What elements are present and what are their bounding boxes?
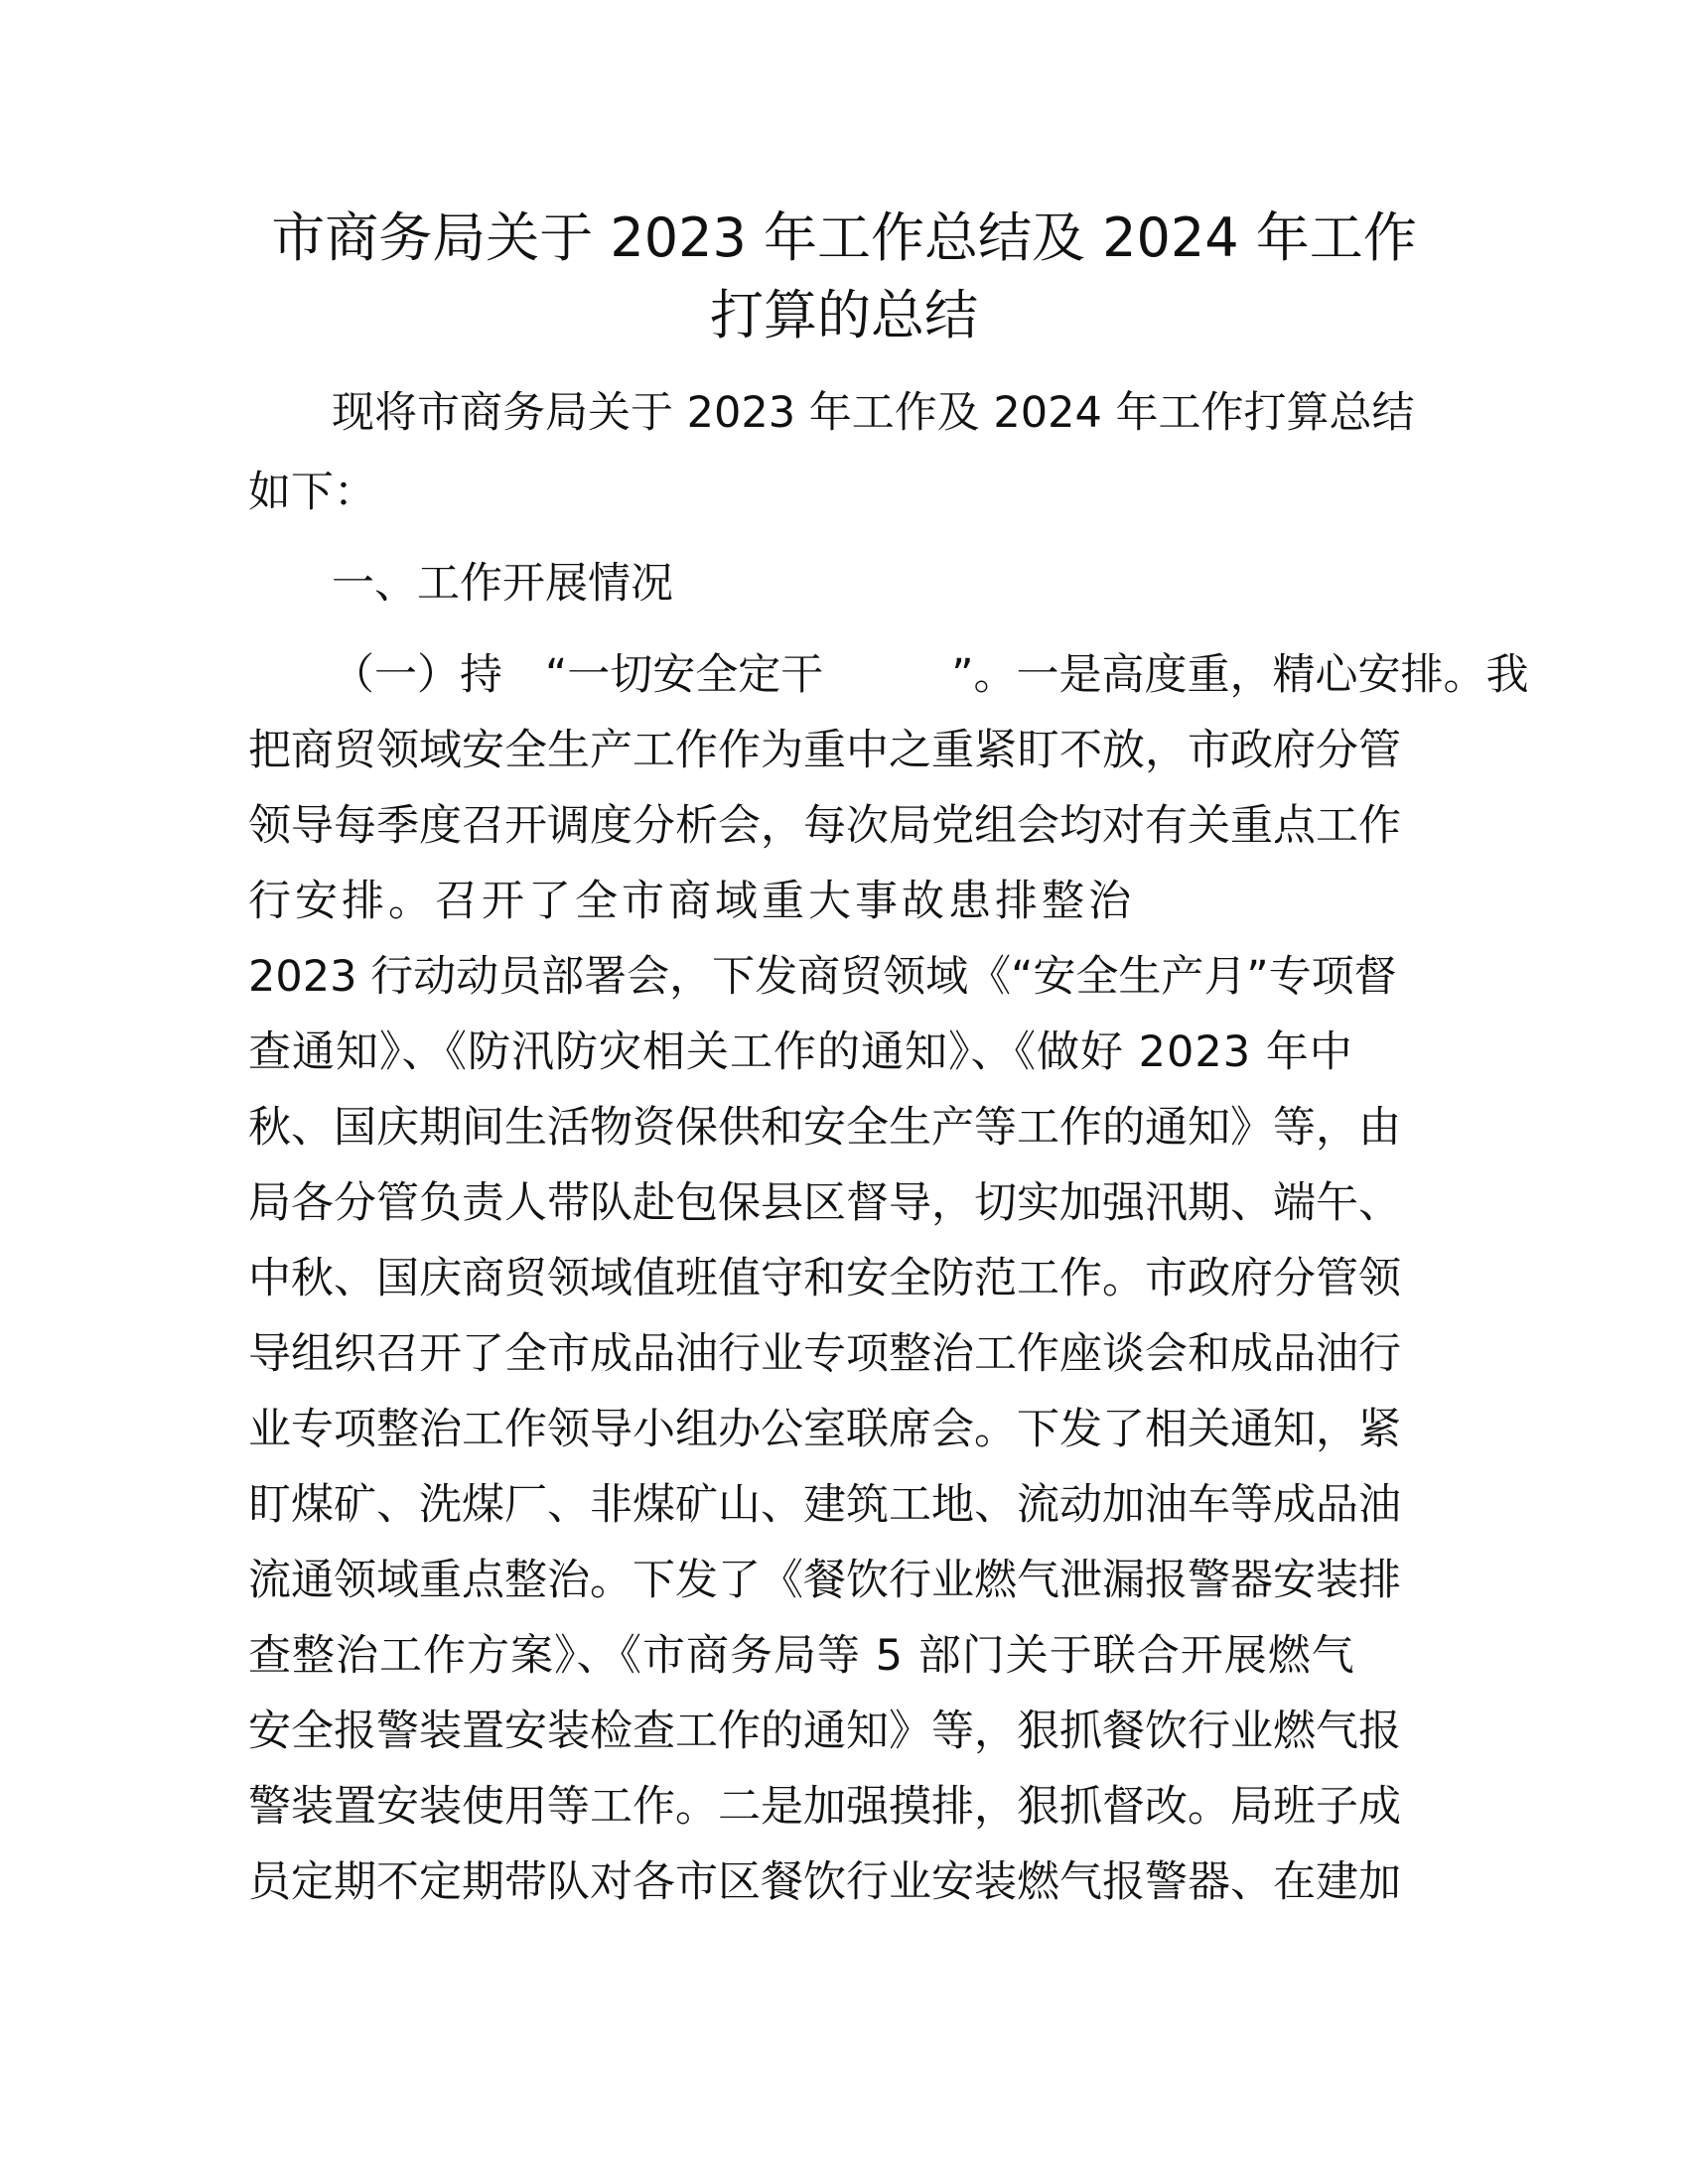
body-line-1: （一）持 “一切安全定干 ”。一是高度重，精心安排。我 (332, 650, 1529, 700)
intro-line-1: 现将市商务局关于 2023 年工作及 2024 年工作打算总结 (332, 388, 1415, 438)
body-line-13: 流通领域重点整治。下发了《餐饮行业燃气泄漏报警器安装排 (248, 1556, 1401, 1605)
body-line-10: 导组织召开了全市成品油行业专项整治工作座谈会和成品油行 (248, 1329, 1401, 1379)
body-line-2: 把商贸领域安全生产工作作为重中之重紧盯不放，市政府分管 (248, 726, 1401, 775)
document-title-line-1: 市商务局关于 2023 年工作总结及 2024 年工作 (271, 206, 1417, 269)
body-line-6: 查通知》、《防汛防灾相关工作的通知》、《做好 2023 年中 (248, 1027, 1353, 1077)
body-line-16: 警装置安装使用等工作。二是加强摸排，狠抓督改。局班子成 (248, 1782, 1401, 1832)
body-line-4: 行安排。召开了全市商域重大事故患排整治 (248, 877, 1135, 926)
body-line-11: 业专项整治工作领导小组办公室联席会。下发了相关通知，紧 (248, 1405, 1401, 1454)
body-line-9: 中秋、国庆商贸领域值班值守和安全防范工作。市政府分管领 (248, 1254, 1401, 1303)
body-line-12: 盯煤矿、洗煤厂、非煤矿山、建筑工地、流动加油车等成品油 (248, 1480, 1401, 1530)
body-line-14: 查整治工作方案》、《市商务局等 5 部门关于联合开展燃气 (248, 1631, 1355, 1681)
document-title-line-2: 打算的总结 (710, 284, 978, 346)
body-line-7: 秋、国庆期间生活物资保供和安全生产等工作的通知》等，由 (248, 1103, 1401, 1153)
body-line-3: 领导每季度召开调度分析会，每次局党组会均对有关重点工作 (248, 801, 1401, 851)
body-line-8: 局各分管负责人带队赴包保县区督导，切实加强汛期、端午、 (248, 1178, 1401, 1228)
body-line-15: 安全报警装置安装检查工作的通知》等，狠抓餐饮行业燃气报 (248, 1706, 1401, 1756)
body-line-17: 员定期不定期带队对各市区餐饮行业安装燃气报警器、在建加 (248, 1857, 1401, 1907)
intro-line-2: 如下： (248, 468, 376, 517)
body-line-5: 2023 行动动员部署会，下发商贸领域《“安全生产月”专项督 (248, 952, 1397, 1002)
section-heading: 一、工作开展情况 (332, 559, 673, 609)
